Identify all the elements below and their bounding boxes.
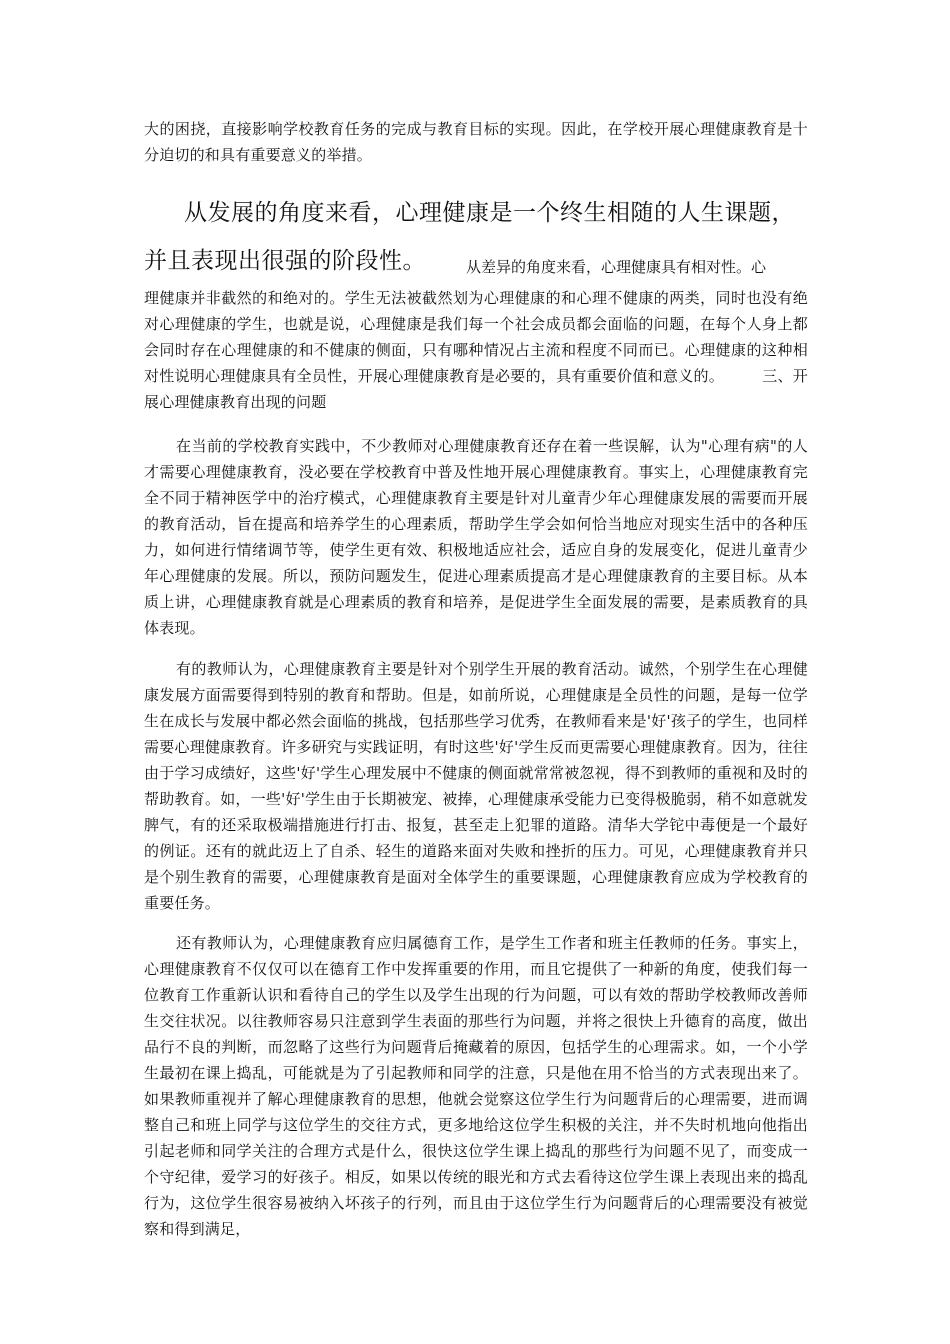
body-paragraph-3: 还有教师认为，心理健康教育应归属德育工作，是学生工作者和班主任教师的任务。事实上，心理健康教育不仅仅可以在德育工作中发挥重要的作用，而且它提供了一种新的角度，使我们每一位教育工作重新认识和看待自己的学生以及学生出现的行为问题，可以有效的帮助学校教师改善师生交往状况。以往教师容易只注意到学生表面的那些行为问题，并将之很快上升德育的高度，做出品行不良的判断，而忽略了这些行为问题背后掩藏着的原因，包括学生的心理需求。如，一个小学生最初在课上捣乱，可能就是为了引起教师和同学的注意，只是他在用不恰当的方式表现出来了。如果教师重视并了解心理健康教育的思想，他就会觉察这位学生行为问题背后的心理需要，进而调整自己和班上同学与这位学生的交往方式，更多地给这位学生积极的关注，并不失时机地向他指出引起老师和同学关注的合理方式是什么，很快这位学生课上捣乱的那些行为问题不见了，而变成一个守纪律，爱学习的好孩子。相反，如果以传统的眼光和方式去看待这位学生课上表现出来的捣乱行为，这位学生很容易被纳入坏孩子的行列，而且由于这位学生行为问题背后的心理需要没有被觉察和得到满足，: [144, 934, 808, 1238]
heading-line-1: 从发展的角度来看，心理健康是一个终生相随的人生课题，: [184, 200, 795, 226]
body-paragraph-2: 有的教师认为，心理健康教育主要是针对个别学生开展的教育活动。诚然，个别学生在心理健康发展方面需要得到特别的教育和帮助。但是，如前所说，心理健康是全员性的问题，是每一位学生在成长与发展中都必然会面临的挑战，包括那些学习优秀，在教师看来是'好'孩子的学生，也同样需要心理健康教育。许多研究与实践证明，有时这些'好'学生反而更需要心理健康教育。因为，往往由于学习成绩好，这些'好'学生心理发展中不健康的侧面就常常被忽视，得不到教师的重视和及时的帮助教育。如，一些'好'学生由于长期被宠、被捧，心理健康承受能力已变得极脆弱，稍不如意就发脾气，有的还采取极端措施进行打击、报复，甚至走上犯罪的道路。清华大学铊中毒便是一个最好的例证。还有的就此迈上了自杀、轻生的道路来面对失败和挫折的压力。可见，心理健康教育并只是个别生教育的需要，心理健康教育是面对全体学生的重要课题，心理健康教育应成为学校教育的重要任务。: [144, 660, 808, 912]
relativity-paragraph: 理健康并非截然的和绝对的。学生无法被截然划为心理健康的和心理不健康的两类，同时也没有绝对心理健康的学生，也就是说，心理健康是我们每一个社会成员都会面临的问题，在每个人身上都会同时存在心理健康的和不健康的侧面，只有哪种情况占主流和程度不同而已。心理健康的这种相对性说明心理健康具有全员性，开展心理健康教育是必要的，具有重要价值和意义的。 三、开展心理健康教育出现的问题: [144, 289, 808, 411]
heading-line-2: 并且表现出很强的阶段性。: [144, 248, 426, 274]
intro-paragraph: 大的困挠，直接影响学校教育任务的完成与教育目标的实现。因此，在学校开展心理健康教育是十分迫切的和具有重要意义的举措。: [144, 120, 808, 164]
body-paragraph-1: 在当前的学校教育实践中，不少教师对心理健康教育还存在着一些误解，认为"心理有病"的人才需要心理健康教育，没必要在学校教育中普及性地开展心理健康教育。事实上，心理健康教育完全不同于精神医学中的治疗模式，心理健康教育主要是针对儿童青少年心理健康发展的需要而开展的教育活动，旨在提高和培养学生的心理素质，帮助学生学会如何恰当地应对现实生活中的各种压力，如何进行情绪调节等，使学生更有效、积极地适应社会，适应自身的发展变化，促进儿童青少年心理健康的发展。所以，预防问题发生，促进心理素质提高才是心理健康教育的主要目标。从本质上讲，心理健康教育就是心理素质的教育和培养，是促进学生全面发展的需要，是素质教育的具体表现。: [144, 437, 808, 637]
relativity-lead-text: 从差异的角度来看，心理健康具有相对性。心: [466, 258, 767, 276]
